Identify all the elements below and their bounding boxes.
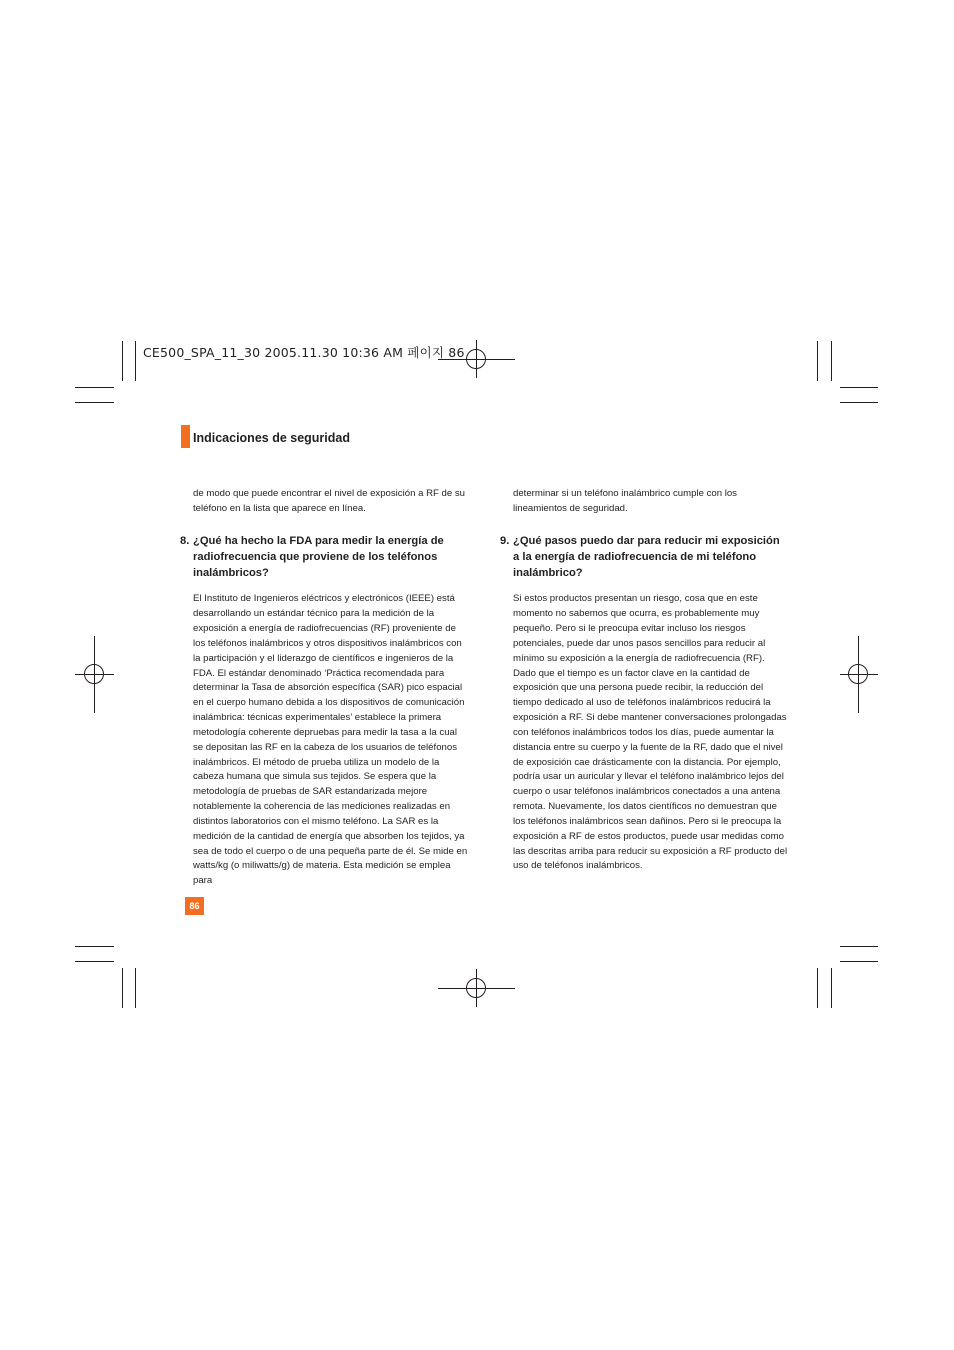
crop-mark (817, 341, 818, 381)
registration-circle (848, 664, 868, 684)
question-8 (180, 533, 469, 582)
crop-mark (817, 968, 818, 1008)
crop-mark (840, 402, 878, 403)
crop-mark (135, 968, 136, 1008)
crop-mark (831, 341, 832, 381)
crop-mark (122, 968, 123, 1008)
answer-9-paragraph: Si estos productos presentan un riesgo, cosa que en este momento no sabemos que ocurra, es probablemente muy pequeño. Pero si le preocupa evitar incluso los riesgos potenciales, puede dar unos pasos sencillos para reducir al mínimo su exposición a la energía de radiofrecuencia (RF). Dado que el tiempo es un factor clave en la cantidad de exposición que una persona puede recibir, la reducción del tiempo dedicado al uso de teléfonos inalámbricos reducirá la exposición a RF. Si debe mantener conversaciones prolongadas con teléfonos inalámbricos todos los días, puede aumentar la distancia entre su cuerpo y la fuente de la RF, dado que el nivel de exposición cae drásticamente con la distancia. Por ejemplo, podría usar un auricular y llevar el teléfono inalámbrico lejos del cuerpo o usar teléfonos inalámbricos conectados a una antena remota. Nuevamente, los datos científicos no demuestran que los teléfonos inalámbricos sean dañinos. Pero si le preocupa la exposición a RF de estos productos, puede usar medidas como las descritas arriba para reducir su exposición a RF producto del uso de teléfonos inalámbricos. (513, 593, 788, 872)
question-text: ¿Qué pasos puedo dar para reducir mi exposición a la energía de radiofrecuencia de mi teléfono inalámbrico? (513, 534, 780, 580)
registration-circle (466, 978, 486, 998)
left-intro-paragraph: de modo que puede encontrar el nivel de exposición a RF de su teléfono en la lista que aparece en línea. (193, 488, 465, 514)
crop-mark (75, 961, 114, 962)
question-number: 8. (180, 534, 190, 547)
right-column (500, 487, 789, 874)
registration-circle (466, 349, 486, 369)
crop-mark (75, 387, 114, 388)
crop-mark (75, 402, 114, 403)
registration-circle (84, 664, 104, 684)
right-intro-paragraph: determinar si un teléfono inalámbrico cumple con los lineamientos de seguridad. (513, 488, 737, 514)
crop-mark (122, 341, 123, 381)
left-column (180, 487, 469, 889)
page-number-badge: 86 (185, 897, 204, 915)
crop-mark (831, 968, 832, 1008)
section-title: Indicaciones de seguridad (193, 431, 350, 445)
crop-mark (135, 341, 136, 381)
answer-8-paragraph: El Instituto de Ingenieros eléctricos y electrónicos (IEEE) está desarrollando un estándar técnico para la medición de la exposición a energía de radiofrecuencias (RF) proveniente de los teléfonos inalámbricos y otros dispositivos inalámbricos con la participación y el liderazgo de científicos e ingenieros de la FDA. El estándar denominado ‘Práctica recomendada para determinar la Tasa de absorción específica (SAR) pico espacial en el cuerpo humano debida a los dispositivos de comunicación inalámbrica: técnicas experimentales’ establece la primera metodología coherente depruebas para medir la tasa a la cual se depositan las RF en la cabeza de los usuarios de teléfonos inalámbricos. El método de prueba utiliza un modelo de la cabeza humana que simula sus tejidos. Se espera que la metodología de pruebas de SAR estandarizada mejore notablemente la coherencia de las mediciones realizadas en distintos laboratorios con el mismo teléfono. La SAR es la medición de la cantidad de energía que absorben los tejidos, ya sea de todo el cuerpo o de una pequeña parte de él. Se mide en watts/kg (o miliwatts/g) de materia. Esta medición se emplea para (193, 593, 468, 887)
question-number: 9. (500, 534, 510, 547)
crop-mark (840, 387, 878, 388)
print-slug: CE500_SPA_11_30 2005.11.30 10:36 AM 페이지 86 (143, 345, 465, 360)
crop-mark (840, 961, 878, 962)
crop-mark (75, 946, 114, 947)
question-text: ¿Qué ha hecho la FDA para medir la energía de radiofrecuencia que proviene de los teléfonos inalámbricos? (193, 534, 444, 580)
crop-mark (840, 946, 878, 947)
question-9 (500, 533, 789, 582)
section-accent-bar (181, 425, 190, 448)
